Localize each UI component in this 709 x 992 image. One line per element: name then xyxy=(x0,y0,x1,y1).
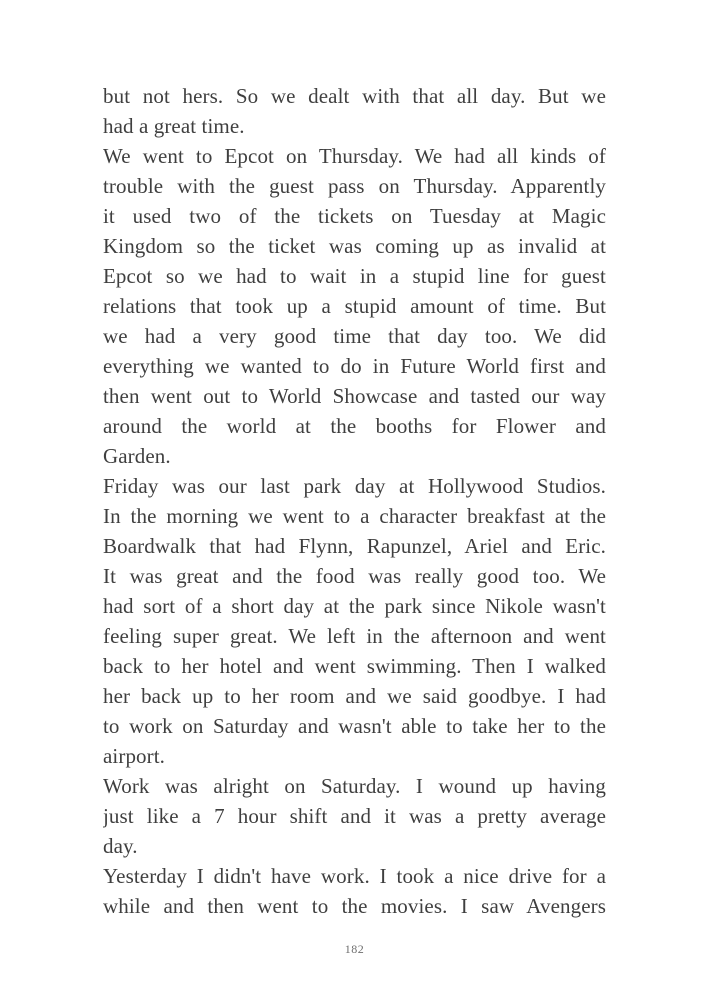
page-number: 182 xyxy=(344,942,365,956)
text-line: everything we wanted to do in Future World first and xyxy=(103,354,606,378)
text-line: It was great and the food was really good too. We xyxy=(103,564,606,588)
text-block xyxy=(103,81,606,921)
text-line: her back up to her room and we said goodbye. I had xyxy=(103,684,606,708)
text-line: we had a very good time that day too. We did xyxy=(103,324,606,348)
text-line: Epcot so we had to wait in a stupid line for guest xyxy=(103,264,606,288)
paragraph xyxy=(103,471,606,771)
text-line: Kingdom so the ticket was coming up as invalid at xyxy=(103,234,606,258)
text-line: relations that took up a stupid amount of time. But xyxy=(103,294,606,318)
text-line: Yesterday I didn't have work. I took a nice drive for a xyxy=(103,864,606,888)
text-line: Work was alright on Saturday. I wound up having xyxy=(103,774,606,798)
text-line: had a great time. xyxy=(103,114,245,138)
paragraph xyxy=(103,81,606,141)
text-line: just like a 7 hour shift and it was a pretty average xyxy=(103,804,606,828)
text-line: while and then went to the movies. I saw Avengers xyxy=(103,894,606,918)
text-line: We went to Epcot on Thursday. We had all kinds of xyxy=(103,144,606,168)
text-line: In the morning we went to a character breakfast at the xyxy=(103,504,606,528)
text-line: then went out to World Showcase and tasted our way xyxy=(103,384,606,408)
text-line: but not hers. So we dealt with that all day. But we xyxy=(103,84,606,108)
text-line: around the world at the booths for Flower and xyxy=(103,414,606,438)
text-line: Boardwalk that had Flynn, Rapunzel, Ariel and Eric. xyxy=(103,534,606,558)
text-line: feeling super great. We left in the afternoon and went xyxy=(103,624,606,648)
text-line: airport. xyxy=(103,744,166,768)
text-line: it used two of the tickets on Tuesday at Magic xyxy=(103,204,606,228)
text-line: had sort of a short day at the park since Nikole wasn't xyxy=(103,594,606,618)
text-line: to work on Saturday and wasn't able to take her to the xyxy=(103,714,606,738)
text-line: trouble with the guest pass on Thursday. Apparently xyxy=(103,174,606,198)
paragraph xyxy=(103,141,606,471)
text-line: back to her hotel and went swimming. Then I walked xyxy=(103,654,606,678)
text-line: Friday was our last park day at Hollywood Studios. xyxy=(103,474,606,498)
text-line: Garden. xyxy=(103,444,171,468)
text-line: day. xyxy=(103,834,138,858)
paragraph xyxy=(103,861,606,921)
page-footer xyxy=(0,940,709,958)
paragraph xyxy=(103,771,606,861)
